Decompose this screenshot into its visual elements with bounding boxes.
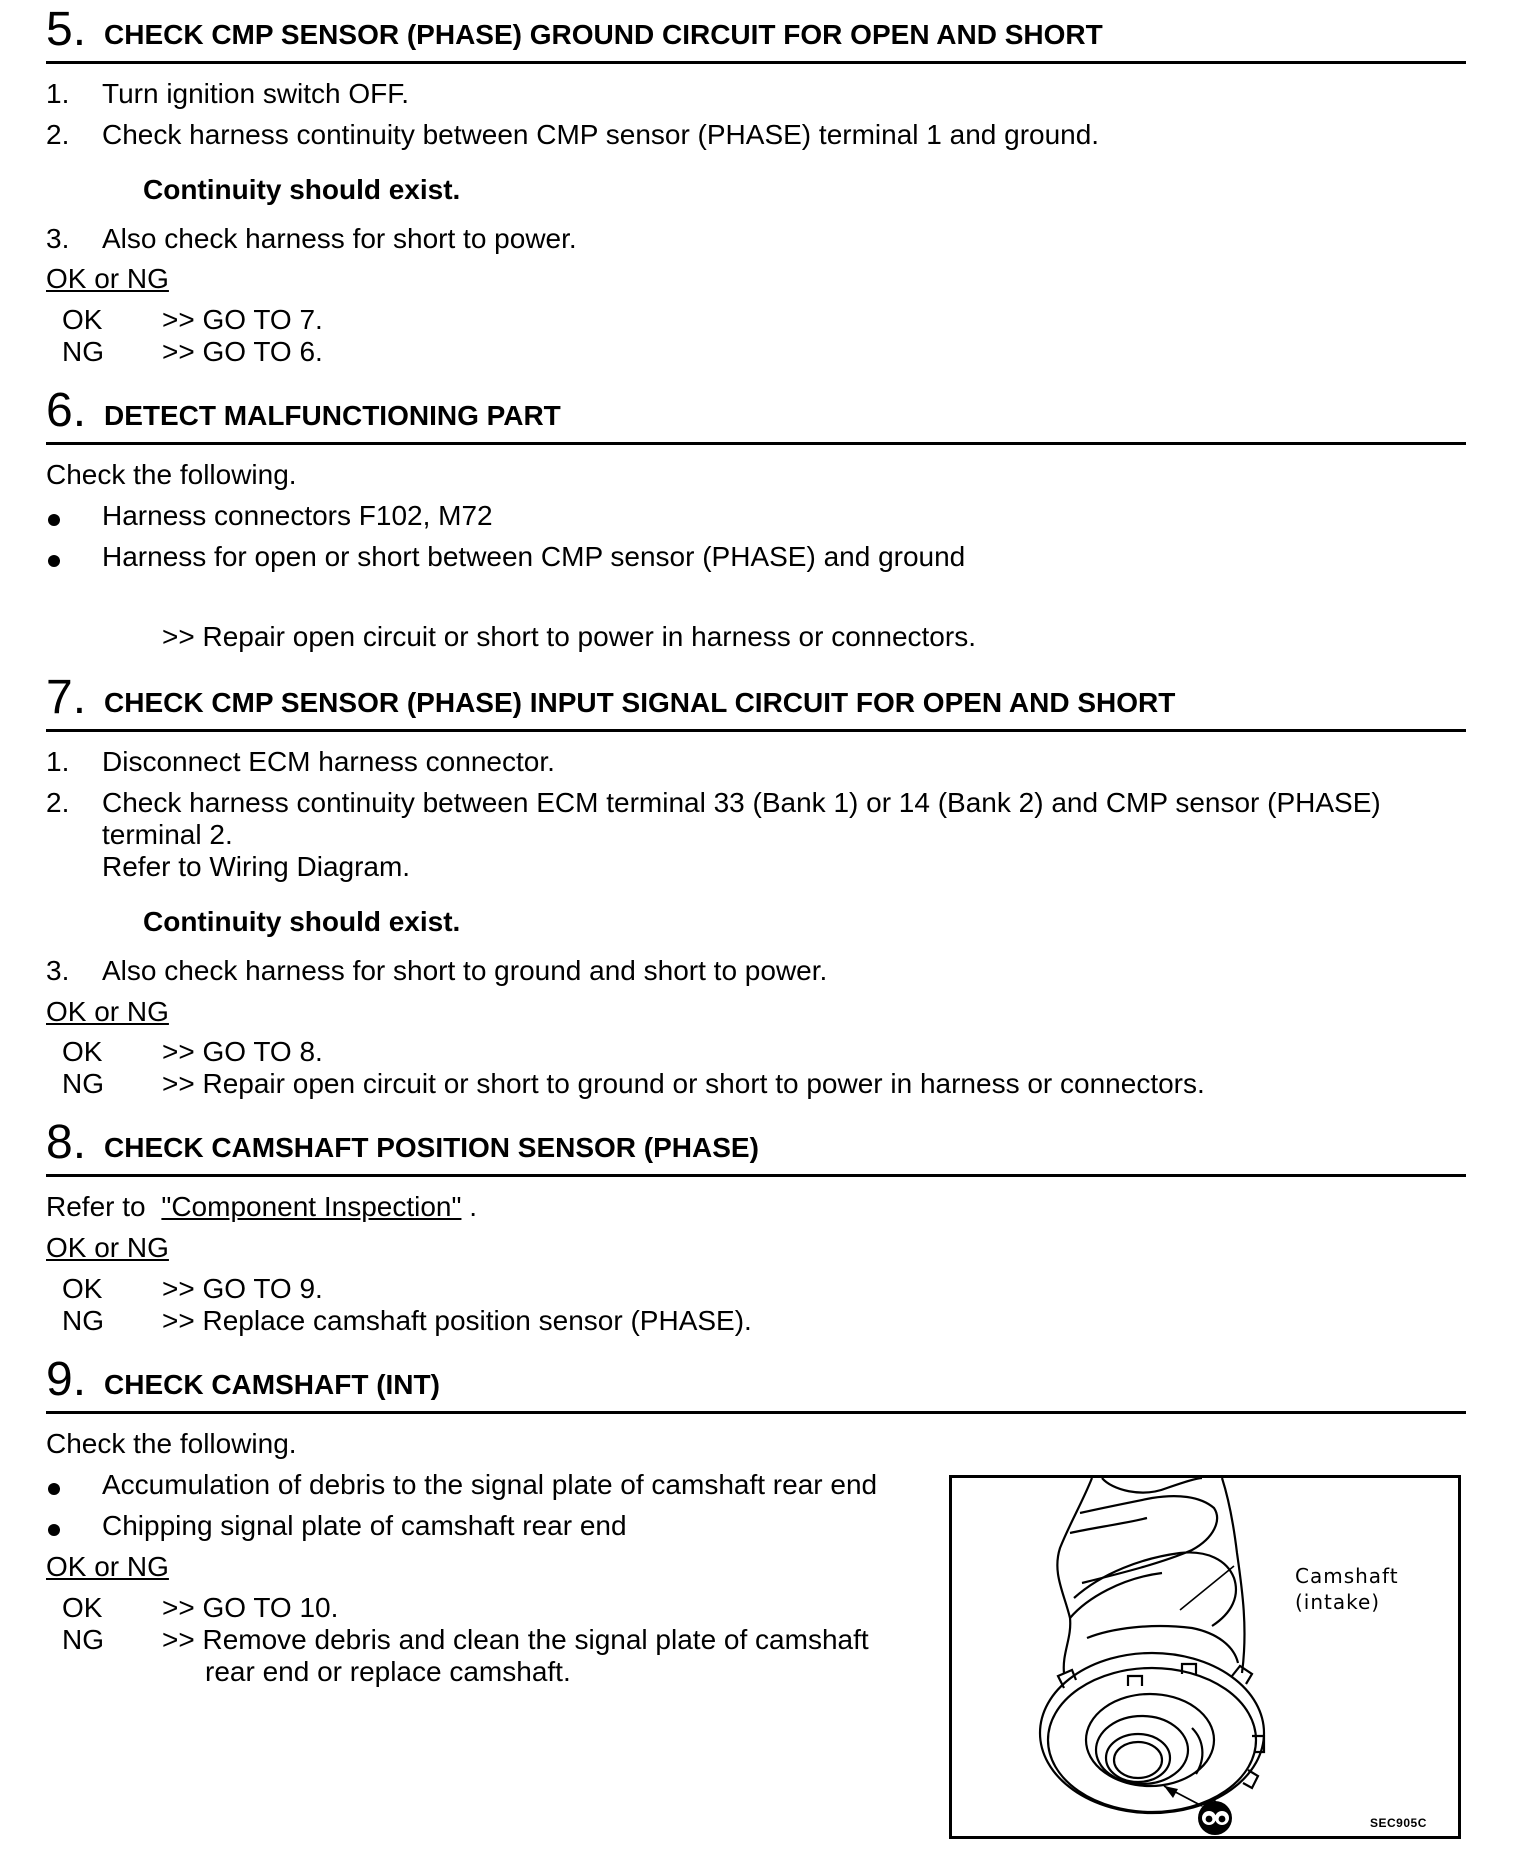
ok-ng-label: OK or NG	[46, 263, 169, 294]
step-number: 1.	[46, 746, 70, 777]
section-7-header	[46, 670, 1466, 732]
section-number: 8.	[46, 1116, 87, 1169]
section-divider	[46, 1411, 1466, 1414]
step-text: Check harness continuity between ECM terminal 33 (Bank 1) or 14 (Bank 2) and CMP sensor (PHASE)	[102, 787, 1381, 818]
refer-prefix: Refer to	[46, 1191, 154, 1222]
section-9-header	[46, 1352, 1466, 1414]
result-action: >> GO TO 7.	[162, 304, 323, 335]
bullet-dot	[48, 514, 60, 526]
result-action: >> Repair open circuit or short to ground or short to power in harness or connectors.	[162, 1068, 1205, 1099]
figure-label-camshaft: Camshaft	[1295, 1564, 1399, 1588]
step-number: 3.	[46, 223, 70, 254]
section-title: CHECK CMP SENSOR (PHASE) GROUND CIRCUIT FOR OPEN AND SHORT	[104, 19, 1103, 50]
bullet-dot	[48, 1483, 60, 1495]
step-number: 1.	[46, 78, 70, 109]
step-text: Turn ignition switch OFF.	[102, 78, 410, 109]
component-inspection-link[interactable]: "Component Inspection"	[161, 1191, 462, 1222]
ok-ng-label: OK or NG	[46, 1232, 169, 1263]
bullet-dot	[48, 555, 60, 567]
step-text: Also check harness for short to ground and short to power.	[102, 955, 828, 986]
section-divider	[46, 442, 1466, 445]
step-text: Check harness continuity between CMP sensor (PHASE) terminal 1 and ground.	[102, 119, 1100, 150]
step-text: Also check harness for short to power.	[102, 223, 577, 254]
result-action: >> GO TO 6.	[162, 336, 323, 367]
result-code: OK	[62, 1273, 103, 1304]
section-title: CHECK CAMSHAFT (INT)	[104, 1369, 440, 1400]
spec-note: Continuity should exist.	[143, 906, 461, 937]
repair-action: >> Repair open circuit or short to power in harness or connectors.	[162, 621, 976, 652]
result-code: OK	[62, 1592, 103, 1623]
step-text-cont: Refer to Wiring Diagram.	[102, 851, 411, 882]
section-divider	[46, 1174, 1466, 1177]
step-text-cont: terminal 2.	[102, 819, 233, 850]
spec-note: Continuity should exist.	[143, 174, 461, 205]
bullet-text: Accumulation of debris to the signal plate of camshaft rear end	[102, 1469, 878, 1500]
result-code: NG	[62, 1624, 104, 1655]
intro-text: Check the following.	[46, 459, 297, 490]
bullet-text: Harness connectors F102, M72	[102, 500, 493, 531]
result-action: >> GO TO 8.	[162, 1036, 323, 1067]
result-action-cont: rear end or replace camshaft.	[205, 1656, 571, 1687]
result-action: >> GO TO 9.	[162, 1273, 323, 1304]
section-8-header	[46, 1115, 1466, 1177]
figure-code: SEC905C	[1370, 1816, 1427, 1830]
camshaft-illustration	[952, 1478, 1458, 1836]
result-action: >> Replace camshaft position sensor (PHASE).	[162, 1305, 752, 1336]
result-code: NG	[62, 1068, 104, 1099]
section-title: DETECT MALFUNCTIONING PART	[104, 400, 561, 431]
step-text: Disconnect ECM harness connector.	[102, 746, 555, 777]
intro-text: Check the following.	[46, 1428, 297, 1459]
section-title: CHECK CMP SENSOR (PHASE) INPUT SIGNAL CIRCUIT FOR OPEN AND SHORT	[104, 687, 1176, 718]
refer-text	[46, 1191, 477, 1223]
section-number: 9.	[46, 1353, 87, 1406]
result-code: NG	[62, 1305, 104, 1336]
ok-ng-label: OK or NG	[46, 996, 169, 1027]
section-6-header	[46, 383, 1466, 445]
section-divider	[46, 729, 1466, 732]
result-action: >> GO TO 10.	[162, 1592, 339, 1623]
bullet-text: Chipping signal plate of camshaft rear end	[102, 1510, 627, 1541]
step-number: 2.	[46, 119, 70, 150]
result-code: NG	[62, 336, 104, 367]
section-5-header	[46, 2, 1466, 64]
bullet-dot	[48, 1524, 60, 1536]
refer-suffix: .	[461, 1191, 478, 1222]
section-number: 5.	[46, 3, 87, 56]
figure-label-intake: (intake)	[1295, 1590, 1381, 1614]
bullet-text: Harness for open or short between CMP sensor (PHASE) and ground	[102, 541, 966, 572]
result-code: OK	[62, 304, 103, 335]
ok-ng-label: OK or NG	[46, 1551, 169, 1582]
section-divider	[46, 61, 1466, 64]
result-action: >> Remove debris and clean the signal plate of camshaft	[162, 1624, 869, 1655]
camshaft-figure	[949, 1475, 1461, 1839]
result-code: OK	[62, 1036, 103, 1067]
section-number: 6.	[46, 384, 87, 437]
section-title: CHECK CAMSHAFT POSITION SENSOR (PHASE)	[104, 1132, 759, 1163]
section-number: 7.	[46, 671, 87, 724]
step-number: 3.	[46, 955, 70, 986]
step-number: 2.	[46, 787, 70, 818]
